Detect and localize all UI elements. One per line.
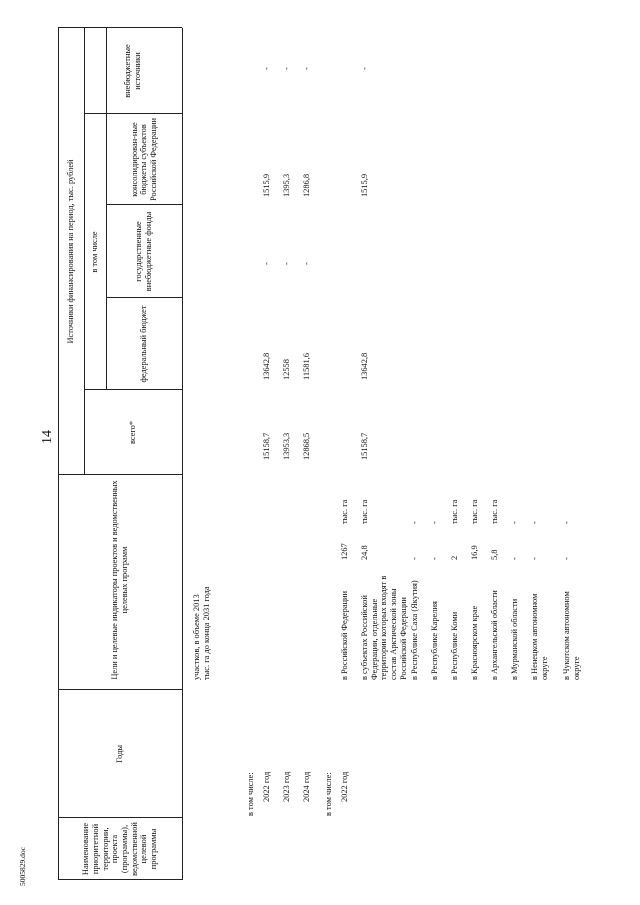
region-name: в Чукотском автономном округе: [562, 591, 581, 680]
region-name: в Республике Коми: [450, 611, 459, 680]
region-consolidated: 1515,9: [360, 173, 369, 197]
region-unit: -: [410, 521, 419, 524]
year-2022-b: 2022 год: [340, 771, 349, 802]
region-extra: -: [360, 67, 369, 70]
federal-2024: 11581,6: [302, 353, 311, 380]
year-2024: 2024 год: [302, 771, 311, 802]
header-years: Годы: [115, 745, 125, 763]
consolidated-2022: 1515,9: [262, 173, 271, 197]
region-value: 2: [450, 555, 459, 560]
total-2023: 13953,3: [282, 432, 291, 460]
total-2022: 15158,7: [262, 432, 271, 460]
header-consolidated: консолидирован-ные бюджеты субъектов Российской Федерации: [129, 118, 158, 201]
region-value: -: [410, 557, 419, 560]
header-goals: Цели и целевые индикаторы проектов и ведомственных целевых программ: [110, 480, 129, 680]
extra-2023: -: [282, 67, 291, 70]
region-unit: тыс. га: [470, 499, 479, 524]
region-name: в Ненецком автономном округе: [530, 593, 549, 680]
state-2023: -: [282, 262, 291, 265]
region-name: в Архангельской области: [490, 590, 499, 680]
region-unit: тыс. га: [340, 499, 349, 524]
region-value: -: [562, 557, 571, 560]
state-2024: -: [302, 262, 311, 265]
year-2023: 2023 год: [282, 771, 291, 802]
region-unit: -: [510, 521, 519, 524]
page-number: 14: [40, 430, 55, 444]
header-sources: Источники финансирования на период, тыс. рублей: [66, 159, 76, 344]
header-extrabudget: внебюджетные источники: [123, 44, 142, 98]
region-name: в Мурманской области: [510, 598, 519, 680]
region-unit: -: [530, 521, 539, 524]
region-value: 5,8: [490, 549, 499, 560]
year-2022: 2022 год: [262, 771, 271, 802]
region-unit: тыс. га: [360, 499, 369, 524]
state-2022: -: [262, 262, 271, 265]
region-unit: -: [562, 521, 571, 524]
consolidated-2023: 1395,3: [282, 173, 291, 197]
region-name: в субъектах Российской Федерации, отдельные территории которых входят в состав Арктической зоны Российской Федерации: [360, 575, 408, 680]
region-value: -: [510, 557, 519, 560]
header-including: в том числе: [90, 231, 100, 273]
header-state-funds: государственные внебюджетные фонды: [134, 211, 153, 292]
region-total: 15158,7: [360, 432, 369, 460]
region-unit: тыс. га: [450, 499, 459, 524]
region-federal: 13642,8: [360, 352, 369, 380]
extra-2024: -: [302, 67, 311, 70]
region-value: -: [430, 557, 439, 560]
document-id: 5005829.doc: [18, 847, 27, 886]
region-value: -: [530, 557, 539, 560]
region-unit: тыс. га: [490, 499, 499, 524]
intro-text: участков, в объеме 2013 тыс. га до конца 2031 года: [192, 586, 211, 680]
region-name: в Республике Саха (Якутия): [410, 580, 419, 680]
region-name: в Красноярском крае: [470, 605, 479, 680]
region-name: в Российской Федерации: [340, 591, 349, 680]
consolidated-2024: 1286,8: [302, 173, 311, 197]
region-value: 24,8: [360, 545, 369, 560]
header-federal: федеральный бюджет: [139, 305, 149, 383]
region-name: в Республике Карелия: [430, 601, 439, 680]
extra-2022: -: [262, 67, 271, 70]
header-total: всего*: [128, 420, 138, 445]
financing-table: [58, 30, 618, 880]
including-label-2: в том числе:: [324, 772, 333, 816]
federal-2022: 13642,8: [262, 352, 271, 380]
federal-2023: 12558: [282, 359, 291, 380]
total-2024: 12868,5: [302, 432, 311, 460]
region-value: 16,9: [470, 545, 479, 560]
region-value: 1267: [340, 543, 349, 560]
region-unit: -: [430, 521, 439, 524]
header-name: Наименование приоритетной территории, проекта (программы), ведомственной целевой программы: [81, 822, 158, 876]
including-label: в том числе:: [246, 772, 255, 816]
